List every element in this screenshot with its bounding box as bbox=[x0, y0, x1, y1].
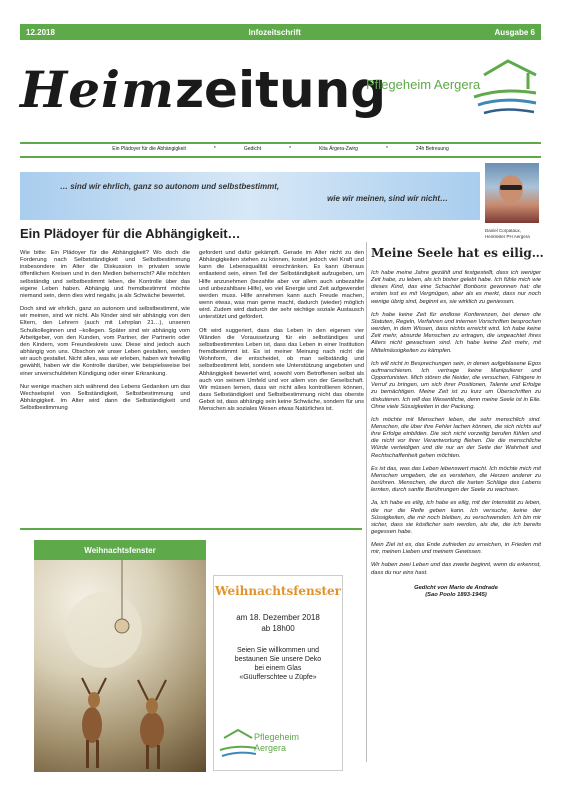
author-photo bbox=[485, 163, 539, 223]
poem-title: Meine Seele hat es eilig… bbox=[371, 246, 544, 260]
invite-line: bestaunen Sie unsere Deko bbox=[234, 656, 322, 663]
quote-banner bbox=[20, 172, 480, 220]
event-date-line: am 18. Dezember 2018 bbox=[236, 613, 320, 622]
paragraph: Wie bitte: Ein Plädoyer für die Abhängigkeit? Wo doch die Forderung nach Selbstständigkeit und Selbstbestimmung insbesondere im Alter die Diskussion in privaten sowie öffentlichen Kreisen und in den Medien beherrscht? Alle möchten selbständig und selbstbestimmt leben, die Kontrolle über das eigene Leben haben. Abhängig und fremdbestimmt möchte niemand sein, denn dies wird negativ, ja als Schwäche bewertet. bbox=[20, 250, 190, 299]
stanza: Es ist das, was das Leben lebenswert macht. Ich möchte mich mit Menschen umgeben, die es verstehen, die Herzen anderer zu berühren. Menschen, die durch die harten Schläge des Lebens lernten, durch sanfte Berührungen der Seele zu wachsen. bbox=[371, 465, 541, 494]
masthead-bold: Heim bbox=[20, 60, 175, 119]
stanza: Wir haben zwei Leben und das zweite beginnt, wenn du erkennst, dass du nur eins hast. bbox=[371, 562, 541, 576]
stanza: Ich habe keine Zeit für endlose Konferenzen, bei denen die Statuten, Regeln, Verfahren und internen Vorschriften besprochen werden, in dem Wissen, dass nichts erreicht wird. Ich habe keine Zeit mehr, absurde Menschen zu ertragen, die ungeachtet ihres Alters nicht gewachsen sind. Ich habe keine Zeit mehr, mit Mittelmässigkeiten zu kämpfen. bbox=[371, 311, 541, 354]
card-brand-name bbox=[254, 732, 299, 754]
caption-line-1: Daniel Corpataux, bbox=[485, 228, 522, 233]
stanza: Ich will nicht in Besprechungen sein, in denen aufgeblasene Egos aufmarschieren. Ich vertrage keine Manipulierer und Opportunisten. Mich stören die Neider, die versuchen, Fähigere in Verruf zu bringen, um sich ihrer Positionen, Talente und Erfolge zu bemächtigen. Meine Zeit ist zu kurz um Überschriften zu diskutieren. Ich will das Wesentliche, denn meine Seele ist in Eile. Ohne viele Süssigkeiten in der Packung. bbox=[371, 360, 541, 410]
brand-name: Pflegeheim Aergera bbox=[366, 77, 481, 92]
card-brand-line-1: Pflegeheim bbox=[254, 732, 300, 742]
topic-line bbox=[20, 146, 541, 152]
top-rule bbox=[20, 142, 541, 144]
section-rule bbox=[20, 528, 362, 530]
article-column-1 bbox=[20, 250, 190, 418]
christmas-window-image bbox=[34, 560, 206, 772]
masthead-title bbox=[20, 62, 386, 118]
paragraph: Doch sind wir ehrlich, ganz so autonom und selbstbestimmt, wie wir meinen, sind wir nicht. Als Kinder sind wir abhängig von den Eltern, den Lehrern (auch mit Lehrplan 21…), unseren Schulkolleginnen und –kollegen. Später sind wir abhängig vom Arbeitgeber, von den Kunden, vom Partner, der Partnerin oder den Kindern, vom Freundeskreis usw. Diese sind jedoch auch abhängig von uns. Obschon wir unser Leben gestalten, werden wir auch gestaltet. Nicht alles, was wir erleben, haben wir freiwillig gewählt, haben wir die Kontrolle darüber, wie beispielsweise bei einer unverschuldeten Kündigung oder einer Erkrankung. bbox=[20, 306, 190, 377]
house-wave-icon bbox=[218, 726, 258, 766]
topic-sep: * bbox=[385, 146, 388, 152]
paragraph: gefordert und dafür gekämpft. Gerade im Alter nicht zu den Abhängigkeiten stehen zu können, kostet jedoch viel Kraft und kann die Lebensqualität einschränken. Es kann überaus entlastend sein, einen Teil der Selbständigkeit aufzugeben, um Hilfe anzunehmen (bezahlte aber vor allem auch unbezahlte und unbezahlbare Hilfe), wo viel Energie und Zeit aufgewendet werden muss. Hilfe annehmen kann auch Freude machen, wenn etwas, was man gerne macht, dadurch (wieder) möglich wird. Zudem wird dadurch der sehr wichtige soziale Austausch unterstützt und gefördert. bbox=[199, 250, 364, 321]
deer-illustration bbox=[34, 560, 206, 772]
issue-bar bbox=[20, 24, 541, 40]
invite-line: bei einem Glas bbox=[254, 665, 302, 672]
poem-column bbox=[371, 270, 541, 599]
stanza: Ja, ich habe es eilig, ich habe es eilig, mit der Intensität zu leben, die nur die Reife geben kann. Ich versuche, keine der Süssigkeiten, die mir noch bleiben, zu verschwenden. Ich bin mir sicher, dass sie köstlicher sein werden, als die, die ich bereits gegessen habe. bbox=[371, 500, 541, 535]
article-column-2 bbox=[199, 250, 364, 419]
banner-line-1: … sind wir ehrlich, ganz so autonom und selbstbestimmt, bbox=[60, 182, 280, 191]
invite-line: Seien Sie willkommen und bbox=[236, 647, 320, 654]
issue-number: Ausgabe 6 bbox=[494, 27, 535, 37]
house-wave-icon bbox=[366, 55, 546, 125]
publication-kind: Infozeitschrift bbox=[248, 27, 301, 37]
stanza: Ich möchte mit Menschen leben, die sehr menschlich sind. Menschen, die über ihre Fehler lachen können, die sich nichts auf ihre Erfolge einbilden. Die sich nicht vorzeitig berufen fühlen und die nicht vor ihrer Verantwortung fliehen. Die die menschliche Würde verteidigen und die nur an der Seite der Wahrheit und Rechtschaffenheit gehen möchten. bbox=[371, 416, 541, 459]
sub-rule bbox=[20, 156, 541, 158]
event-time-line: ab 18h00 bbox=[261, 624, 295, 633]
paragraph: Nur wenige machen sich während des Lebens Gedanken um das Wechselspiel von Selbständigkeit, Selbstbestimmung und Abhängigkeit. Im Alter wird dann die Selbständigkeit und Selbstbestimmung bbox=[20, 383, 190, 412]
topic-2: Gedicht bbox=[243, 146, 262, 152]
sunglasses-shape bbox=[500, 185, 522, 190]
stanza: Ich habe meine Jahre gezählt und festgestellt, dass ich weniger Zeit habe, zu leben, als ich bisher gelebt habe. Ich fühle mich wie dieses Kind, das eine Schachtel Bonbons gewonnen hat: die ersten isst es mit Vergnügen, aber als es merkt, dass nur noch wenige übrig sind, beginnt es, sie wirklich zu geniessen. bbox=[371, 270, 541, 305]
signature-line-2: (Sao Poolo 1893-1945) bbox=[425, 591, 487, 598]
event-title: Weihnachtsfenster bbox=[214, 584, 342, 598]
issue-date: 12.2018 bbox=[26, 27, 55, 37]
event-card bbox=[213, 575, 343, 771]
poem-signature bbox=[371, 585, 541, 599]
invite-line: «Güufferschtee u Züpfe» bbox=[239, 674, 317, 681]
event-date bbox=[214, 612, 342, 634]
topic-4: 24h Betreuung bbox=[415, 146, 449, 152]
topic-1: Ein Plädoyer für die Abhängigkeit bbox=[112, 146, 186, 152]
event-invitation bbox=[214, 646, 342, 682]
brand-logo bbox=[366, 55, 546, 125]
paragraph: Oft wird suggeriert, dass das Leben in den eigenen vier Wänden die Voraussetzung für ein selbständiges und selbstbestimmtes Leben ist, dass das Leben in einer Institution fremdbestimmt ist. Es ist meiner Meinung nach nicht die Wohnform, die entscheidet, ob man selbständig und selbstbestimmt lebt, sondern wie Unterstützung angeboten und Abhängigkeit bewertet wird, sowohl vom Betroffenen selbst als auch von seinem Umfeld und vor allem von der Gesellschaft. Wir müssen lernen, dass wir nicht alles kontrollieren können, dass Selbständigkeit und Selbstbestimmung nicht das oberste Gebot ist, dass abhängig sein keine Schwäche, sondern für uns Menschen als soziales Wesen etwas Natürliches ist. bbox=[199, 327, 364, 413]
topic-sep: * bbox=[289, 146, 292, 152]
topic-sep: * bbox=[213, 146, 216, 152]
stanza: Mein Ziel ist es, das Ende zufrieden zu erreichen, in Frieden mit mir, meinen Lieben und meinem Gewissen. bbox=[371, 542, 541, 556]
photo-caption bbox=[485, 228, 530, 240]
topic-3: Kita Ärgera-Zwirg bbox=[319, 146, 358, 152]
card-brand-line-2: Aergera bbox=[254, 743, 287, 753]
column-divider bbox=[366, 242, 367, 762]
event-section-label: Weihnachtsfenster bbox=[34, 540, 206, 560]
signature-line-1: Gedicht von Mario de Andrade bbox=[414, 584, 498, 591]
article-title: Ein Plädoyer für die Abhängigkeit… bbox=[20, 226, 241, 241]
banner-line-2: wie wir meinen, sind wir nicht… bbox=[327, 194, 448, 203]
caption-line-2: Heimleiter PH Aergera bbox=[485, 234, 530, 239]
masthead-rest: zeitung bbox=[174, 61, 386, 119]
